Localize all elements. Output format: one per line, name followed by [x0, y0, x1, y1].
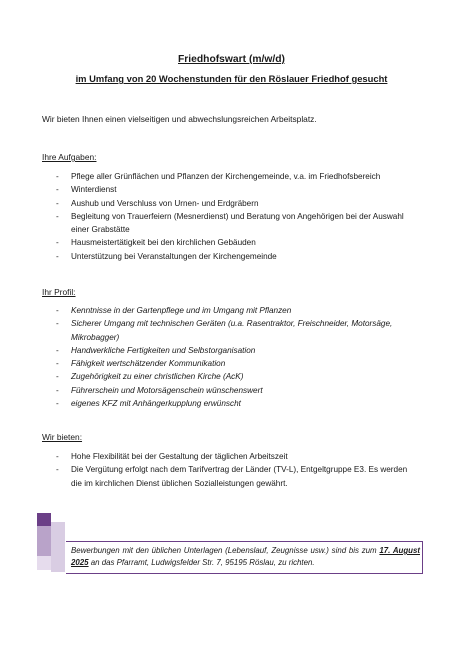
job-subtitle: im Umfang von 20 Wochenstunden für den Röslauer Friedhof gesucht — [75, 73, 388, 84]
application-text-after: an das Pfarramt, Ludwigsfelder Str. 7, 95195 Röslau, zu richten. — [90, 557, 315, 567]
application-text-before: Bewerbungen mit den üblichen Unterlagen (Lebenslauf, Zeugnisse usw.) sind bis zum — [71, 546, 377, 555]
list-item: - Pflege aller Grünflächen und Pflanzen der Kirchengemeinde, v.a. im Friedhofsbereich — [56, 170, 416, 183]
list-item: - Die Vergütung erfolgt nach dem Tarifvertrag der Länder (TV-L), Entgeltgruppe E3. Es werden die im kirchlichen Dienst üblichen Sozialleistungen gewährt. — [56, 465, 408, 488]
bullet-dash: - — [56, 345, 59, 355]
application-note — [71, 545, 420, 568]
list-item: - eigenes KFZ mit Anhängerkupplung erwünscht — [56, 397, 416, 410]
list-item: - Kenntnisse in der Gartenpflege und im Umgang mit Pflanzen — [56, 304, 416, 317]
bullet-dash: - — [56, 372, 59, 382]
bullet-dash: - — [56, 198, 59, 208]
bullet-dash: - — [56, 306, 59, 315]
decorative-square — [37, 513, 51, 526]
tasks-heading: Ihre Aufgaben: — [42, 152, 97, 162]
profile-list — [56, 304, 416, 410]
list-item: - Fähigkeit wertschätzender Kommunikation — [56, 357, 416, 370]
bullet-dash: - — [56, 359, 59, 369]
list-item: - Winterdienst — [56, 183, 416, 196]
list-item: - Zugehörigkeit zu einer christlichen Kirche (AcK) — [56, 370, 416, 383]
intro-text: Wir bieten Ihnen einen vielseitigen und abwechslungsreichen Arbeitsplatz. — [42, 114, 317, 124]
decorative-square — [51, 522, 65, 572]
application-deadline: 17. August 2025 — [71, 546, 420, 567]
list-item: - Handwerkliche Fertigkeiten und Selbstorganisation — [56, 344, 416, 357]
profile-heading: Ihr Profil: — [42, 287, 76, 297]
bullet-dash: - — [56, 319, 59, 329]
bullet-dash: - — [56, 211, 59, 221]
decorative-square — [37, 556, 51, 570]
offer-list — [56, 450, 416, 490]
bullet-dash: - — [56, 238, 59, 248]
bullet-dash: - — [56, 399, 59, 409]
list-item: - Hohe Flexibilität bei der Gestaltung der täglichen Arbeitszeit — [56, 450, 416, 463]
list-item: - Aushub und Verschluss von Urnen- und Erdgräbern — [56, 197, 416, 210]
bullet-dash: - — [56, 172, 59, 181]
list-item: - Hausmeistertätigkeit bei den kirchlichen Gebäuden — [56, 236, 416, 249]
bullet-dash: - — [56, 465, 59, 475]
list-item: - Begleitung von Trauerfeiern (Mesnerdienst) und Beratung von Angehörigen bei der Auswahl einer Grabstätte — [56, 211, 404, 235]
bullet-dash: - — [56, 385, 59, 395]
bullet-dash: - — [56, 185, 59, 195]
bullet-dash: - — [56, 452, 59, 461]
list-item: - Sicherer Umgang mit technischen Geräten (u.a. Rasentraktor, Freischneider, Motorsäge, Mikrobagger) — [56, 319, 393, 342]
list-item: - Unterstützung bei Veranstaltungen der Kirchengemeinde — [56, 250, 416, 263]
list-item: - Führerschein und Motorsägenschein wünschenswert — [56, 384, 416, 397]
offer-heading: Wir bieten: — [42, 432, 83, 442]
decorative-square — [37, 526, 51, 556]
job-title: Friedhofswart (m/w/d) — [178, 54, 285, 65]
bullet-dash: - — [56, 251, 59, 261]
tasks-list — [56, 170, 416, 263]
